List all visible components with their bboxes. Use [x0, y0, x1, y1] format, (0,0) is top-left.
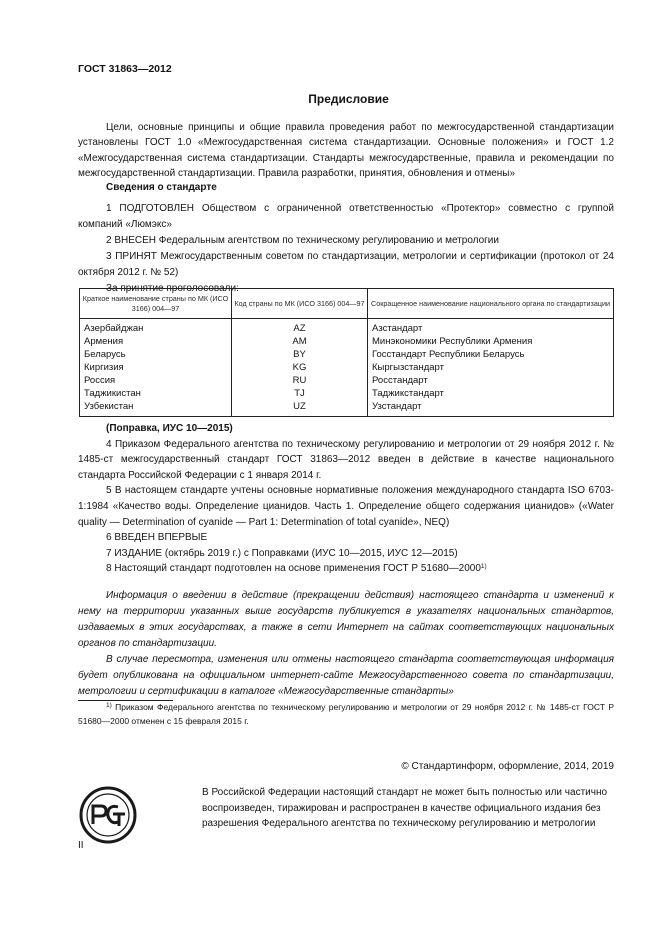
cell-body: Кыргызстандарт — [368, 361, 614, 374]
rst-certification-logo-icon — [79, 786, 137, 844]
standard-info-items-continued — [78, 421, 614, 577]
info-item-6: 6 ВВЕДЕН ВПЕРВЫЕ — [106, 532, 208, 544]
intro-text: Цели, основные принципы и общие правила проведения работ по межгосударственной стандартизации установлены ГОСТ 1.0 «Межгосударственная система стандартизации. Основные положения» и ГОСТ 1.2 «Межгосударственная система стандартизации. Стандарты межгосударственные, правила и рекомендации по межгосударственной стандартизации. Правила разработки, принятия, обновления и отмены» — [78, 122, 614, 180]
publication-info-notice — [78, 588, 614, 700]
cell-country: Армения — [80, 335, 232, 348]
cell-country: Узбекистан — [80, 400, 232, 417]
footnote-text: Приказом Федерального агентства по техническому регулированию и метрологии от 29 ноября 2012 г. № 1485-ст ГОСТ Р 51680—2000 отменен с 15 февраля 2015 г. — [78, 702, 614, 726]
table-header-row — [80, 289, 614, 319]
footnote — [78, 701, 614, 728]
info-item-1: 1 ПОДГОТОВЛЕН Обществом с ограниченной ответственностью «Протектор» совместно с группой компаний «Люмэкс» — [78, 203, 614, 230]
intro-paragraph — [78, 120, 614, 182]
vote-table — [79, 288, 614, 417]
footnote-mark: 1) — [106, 702, 112, 709]
cell-body: Азстандарт — [368, 319, 614, 336]
document-code-header: ГОСТ 31863—2012 — [78, 63, 172, 75]
info-item-8 — [78, 561, 614, 577]
cell-country: Россия — [80, 374, 232, 387]
publication-info-para-2: В случае пересмотра, изменения или отмены настоящего стандарта соответствующая информация будет опубликована на официальном интернет-сайте Межгосударственного совета по стандартизации, метрологии и сертификации в каталоге «Межгосударственные стандарты» — [78, 654, 614, 697]
vote-label: За принятие проголосовали: — [106, 283, 239, 294]
info-item-4: 4 Приказом Федерального агентства по техническому регулированию и метрологии от 29 ноября 2012 г. № 1485-ст межгосударственный стандарт ГОСТ 31863—2012 введен в действие в качестве национального стандарта Российской Федерации с 1 января 2014 г. — [78, 438, 614, 481]
cell-code: UZ — [232, 400, 368, 417]
cell-code: AM — [232, 335, 368, 348]
cell-country: Киргизия — [80, 361, 232, 374]
cell-country: Таджикистан — [80, 387, 232, 400]
table-row — [80, 400, 614, 417]
column-header-body: Сокращенное наименование национального органа по стандартизации — [368, 289, 614, 319]
cell-body: Узстандарт — [368, 400, 614, 417]
page-number: II — [78, 840, 84, 851]
cell-code: RU — [232, 374, 368, 387]
cell-body: Госстандарт Республики Беларусь — [368, 348, 614, 361]
info-item-3: 3 ПРИНЯТ Межгосударственным советом по стандартизации, метрологии и сертификации (протокол от 24 октября 2012 г. № 52) — [78, 251, 614, 278]
table-row — [80, 374, 614, 387]
info-item-8-text: 8 Настоящий стандарт подготовлен на основе применения ГОСТ Р 51680—2000 — [106, 563, 481, 575]
standard-info-items — [78, 201, 614, 297]
copyright-line: © Стандартинформ, оформление, 2014, 2019 — [401, 761, 614, 772]
table-row — [80, 335, 614, 348]
info-item-2: 2 ВНЕСЕН Федеральным агентством по техническому регулированию и метрологии — [106, 235, 499, 246]
cell-body: Минэкономики Республики Армения — [368, 335, 614, 348]
cell-code: KG — [232, 361, 368, 374]
footnote-reference[interactable]: 1) — [480, 563, 487, 571]
table-row — [80, 361, 614, 374]
column-header-country: Краткое наименование страны по МК (ИСО 3166) 004—97 — [80, 289, 232, 319]
cell-country: Азербайджан — [80, 319, 232, 336]
rights-notice: В Российской Федерации настоящий стандарт не может быть полностью или частично воспроизведен, тиражирован и распространен в качестве официального издания без разрешения Федерального агентства по техническому регулированию и метрологии — [202, 787, 608, 830]
info-item-7: 7 ИЗДАНИЕ (октябрь 2019 г.) с Поправками (ИУС 10—2015, ИУС 12—2015) — [106, 547, 458, 559]
amendment-note: (Поправка, ИУС 10—2015) — [106, 423, 233, 434]
table-row — [80, 319, 614, 336]
cell-body: Росстандарт — [368, 374, 614, 387]
table-row — [80, 387, 614, 400]
cell-code: TJ — [232, 387, 368, 400]
logo-lettering: РСТ — [108, 839, 110, 840]
publication-info-para-1: Информация о введении в действие (прекращении действия) настоящего стандарта и изменений к нему на территории указанных выше государств публикуется в указателях национальных стандартов, издаваемых в этих государствах, а также в сети Интернет на сайтах соответствующих национальных органов по стандартизации. — [78, 590, 614, 649]
column-header-code: Код страны по МК (ИСО 3166) 004—97 — [232, 289, 368, 319]
cell-code: BY — [232, 348, 368, 361]
info-item-5: 5 В настоящем стандарте учтены основные нормативные положения международного стандарта ISO 6703-1:1984 «Качество воды. Определение цианидов. Часть 1. Определение общего содержания цианидов» («Water quality — Determination of cyanide — Part 1: Determination of total cyanide», NEQ) — [78, 485, 614, 528]
table-row — [80, 348, 614, 361]
cell-code: AZ — [232, 319, 368, 336]
page-title: Предисловие — [308, 92, 389, 106]
standard-info-heading: Сведения о стандарте — [106, 182, 217, 193]
cell-country: Беларусь — [80, 348, 232, 361]
cell-body: Таджикстандарт — [368, 387, 614, 400]
